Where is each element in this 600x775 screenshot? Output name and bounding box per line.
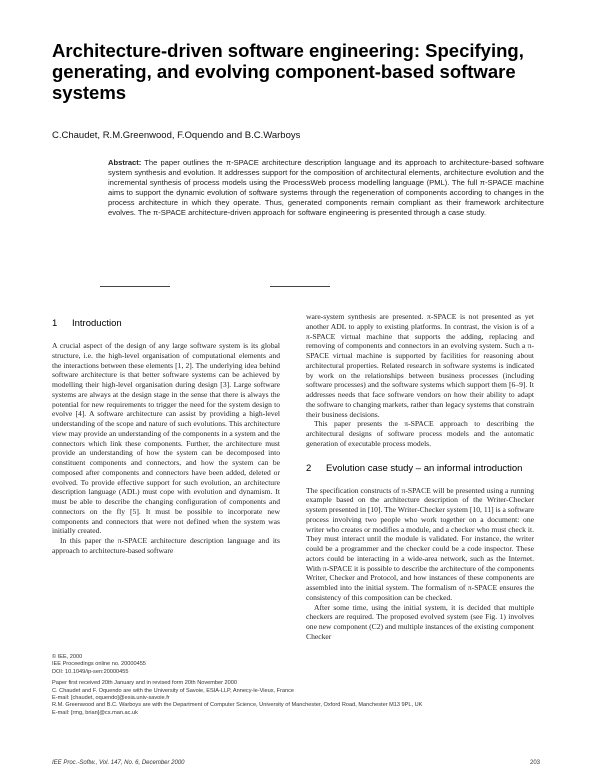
body-paragraph: ware-system synthesis are presented. π-SPACE is not presented as yet another ADL to apply to existing platforms. In contrast, the vision is of a π-SPACE virtual machine that supports the adding, replacing and removing of components and connectors in an evolving system. Such a π-SPACE virtual machine is supported by facilities for reasoning about architectural properties. Related research in software systems is indicated by work on the relationships between business processes (including software processes) and the software systems which support them [6–9]. It addresses needs that face software vendors on how their ability to adapt the software to changing markets, rather than legacy systems that constrain their business decisions.: [306, 312, 534, 419]
footnote-line: E-mail: [rmg, brian]@cs.man.ac.uk: [52, 709, 138, 716]
doi-line: DOI: 10.1049/ip-sen:20000455: [52, 668, 129, 675]
abstract-label: Abstract:: [108, 158, 142, 167]
left-column: [52, 318, 280, 556]
abstract: [108, 158, 544, 217]
section-heading-evolution: [306, 463, 534, 474]
body-paragraph: After some time, using the initial system, it is decided that multiple checkers are required. The proposed evolved system (see Fig. 1) involves one new component (C2) and multiple instances of the existing component Checker: [306, 602, 534, 641]
section-heading-introduction: [52, 318, 280, 329]
footnote-line: Paper first received 20th January and in revised form 20th November 2000: [52, 680, 238, 687]
abstract-text: The paper outlines the π-SPACE architecture description language and its approach to architecture-based software system synthesis and evolution. It addresses support for the composition of architectural elements, architecture evolution and the incremental synthesis of process models using the ProcessWeb process modelling language (PML). The full π-SPACE machine aims to support the dynamic evolution of software systems through the regeneration of components according to changes in the process architecture in which they operate. Thus, generated components remain compliant as their framework architecture evolves. The π-SPACE architecture-driven approach for software engineering is presented through a case study.: [108, 158, 544, 217]
footnote-line: R.M. Greenwood and B.C. Warboys are with the Department of Computer Science, University of Manchester, Oxford Road, Manchester M13 9PL, UK: [52, 702, 423, 709]
body-paragraph: The specification constructs of π-SPACE will be presented using a running example based on the architecture description of the Writer-Checker system presented in [10]. The Writer-Checker system [10, 11] is a software process involving two people who work together on a document: one writer who creates or modifies a module, and a checker who must check it. They must interact until the module is validated. For instance, the writer could be a programmer and the checker could be a code inspector. These actors could be interacting in a wide-area network, such as the Internet. With π-SPACE it is possible to describe the architecture of the components Writer, Checker and Protocol, and how instances of these components are assembled into the initial system. The formalism of π-SPACE ensures the consistency of this composition can be checked.: [306, 485, 534, 602]
body-paragraph: This paper presents the π-SPACE approach to describing the architectural designs of software process models and the automatic generation of executable process models.: [306, 419, 534, 448]
author-list: C.Chaudet, R.M.Greenwood, F.Oquendo and B.C.Warboys: [52, 130, 301, 141]
separator-rule-right: [270, 286, 330, 287]
section-title: Introduction: [72, 318, 122, 329]
footnote-block: [52, 654, 423, 717]
footnote-line: E-mail: [chaudet, oquendo]@esia.univ-savoie.fr: [52, 695, 170, 702]
section-number: 1: [52, 318, 58, 329]
section-title: Evolution case study – an informal introduction: [326, 462, 523, 474]
paper-title: Architecture-driven software engineering: Specifying, generating, and evolving component-based software systems: [52, 40, 524, 103]
right-column: [306, 312, 534, 642]
section-number: 2: [306, 462, 312, 474]
body-paragraph: In this paper the π-SPACE architecture description language and its approach to architecture-based software: [52, 536, 280, 555]
journal-citation: IEE Proc.-Softw., Vol. 147, No. 6, December 2000: [52, 760, 185, 766]
body-paragraph: A crucial aspect of the design of any large software system is its global structure, i.e. the high-level organisation of computational elements and the interactions between these elements [1, 2]. The underlying idea behind software architecture is that better software systems can be achieved by modelling their high-level organisation during design [3]. Large software systems are always at the design stage in the sense that there is always the potential for new requirements to trigger the need for the system design to evolve [4]. A software architecture can assist by providing a high-level understanding of the scope and nature of such evolutions. This architecture view may provide an understanding of the components in a system and the connectors which link these components. Further, the architecture must provide an understanding of how the system can be decomposed into constituent components and connectors, and how the system can be composed after components and connectors have been added, deleted or evolved. To provide effective support for such evolution, an architecture description language (ADL) must cope with evolution and dynamism. It must be able to describe the changing configuration of components and connectors on the fly [5]. It must be possible to incorporate new components and connectors that were not defined when the system was initially created.: [52, 341, 280, 536]
footnote-line: C. Chaudet and F. Oquendo are with the University of Savoie, ESIA-LLP, Annecy-le-Vieux, France: [52, 687, 295, 694]
footnote-line: IEE Proceedings online no. 20000455: [52, 661, 146, 668]
copyright-line: © IEE, 2000: [52, 654, 83, 660]
separator-rule-left: [100, 286, 170, 287]
page-number: 203: [530, 760, 541, 766]
